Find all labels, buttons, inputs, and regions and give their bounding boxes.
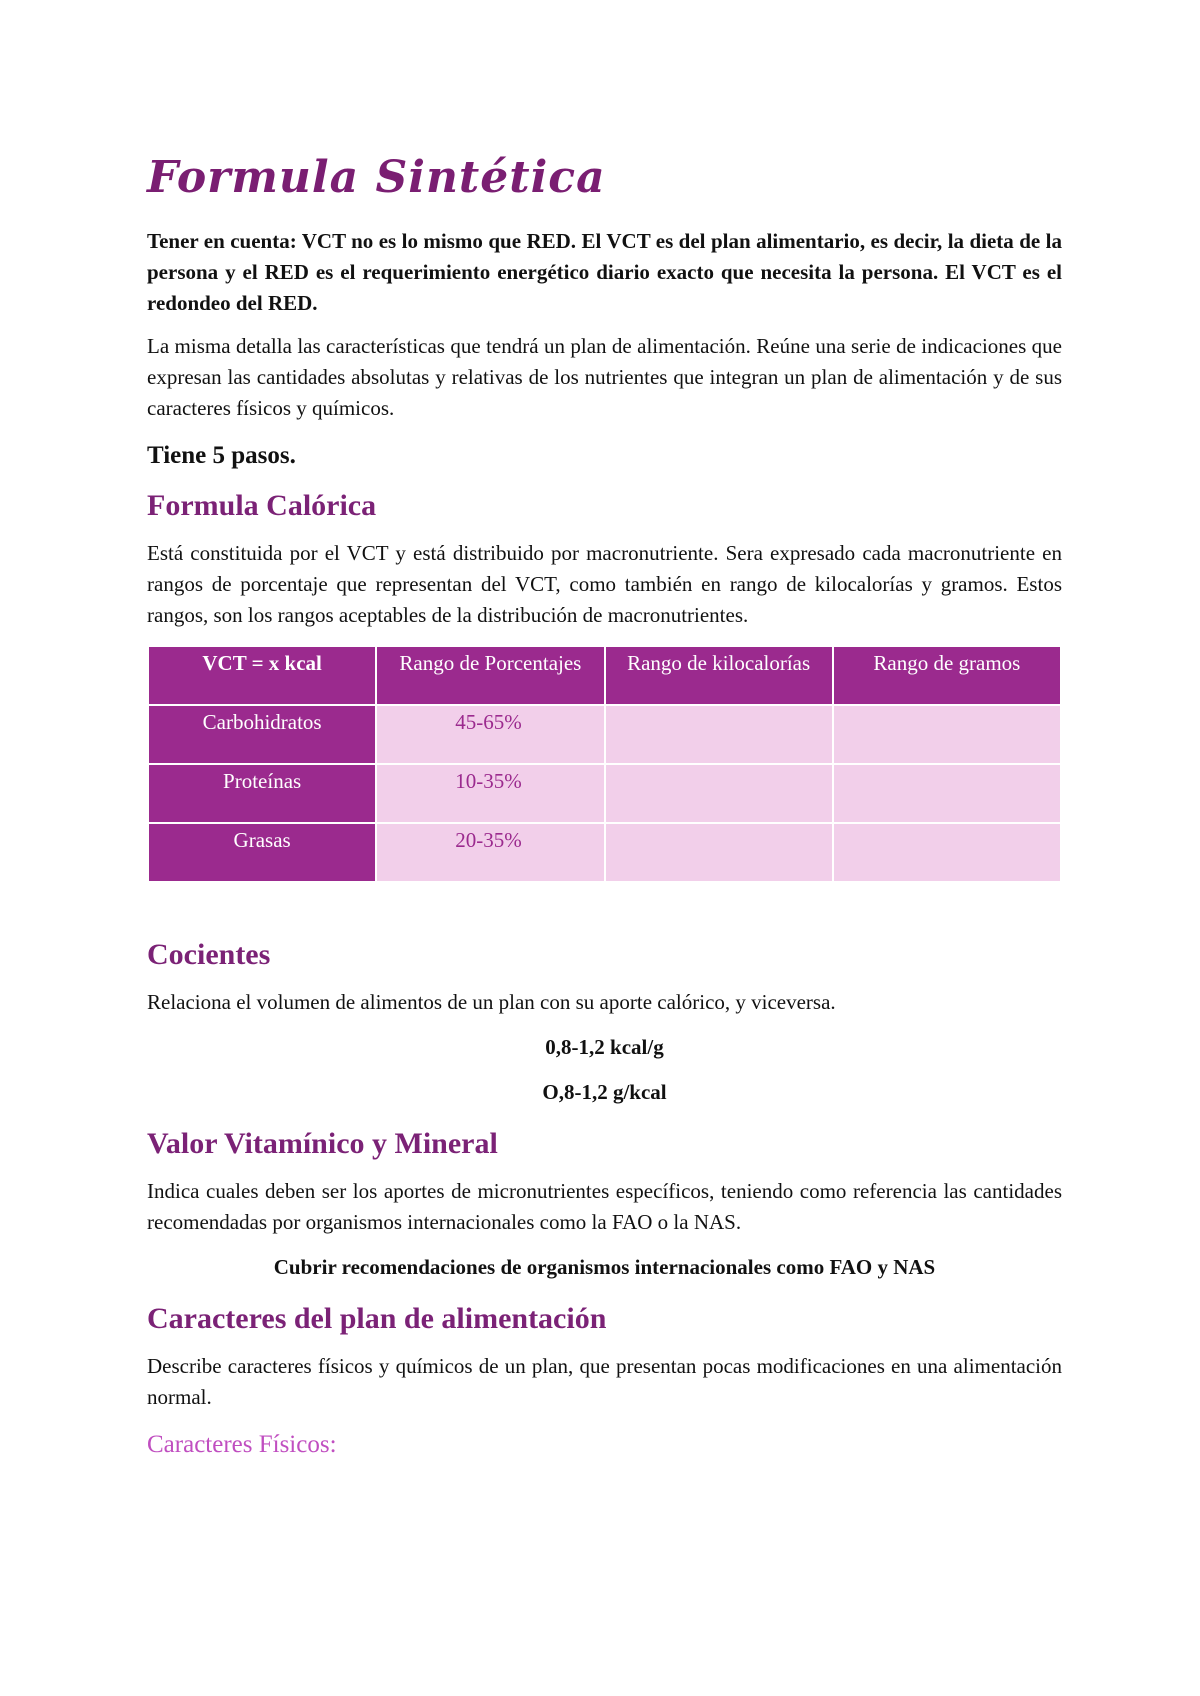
heading-cocientes: Cocientes	[147, 938, 271, 971]
quotients-paragraph: Relaciona el volumen de alimentos de un plan con su aporte calórico, y viceversa.	[147, 990, 836, 1014]
steps-label: Tiene 5 pasos.	[147, 442, 296, 469]
caloric-paragraph: Está constituida por el VCT y está distribuido por macronutriente. Sera expresado cada macronutriente en rangos de porcentaje que representan del VCT, como también en rango de kilocalorías y gramos. Estos rangos, son los rangos aceptables de la distribución de macronutrientes.	[147, 541, 1062, 627]
subheading-caracteres-fisicos: Caracteres Físicos:	[147, 1431, 337, 1458]
table-row	[148, 764, 1061, 823]
row-label-carbohidratos: Carbohidratos	[148, 705, 376, 764]
cell-kcal	[605, 705, 833, 764]
cell-grams	[833, 705, 1061, 764]
table-header-row	[148, 646, 1061, 705]
row-label-proteinas: Proteínas	[148, 764, 376, 823]
characters-paragraph: Describe caracteres físicos y químicos de un plan, que presentan pocas modificaciones en una alimentación normal.	[147, 1354, 1062, 1409]
cell-percent	[376, 823, 604, 882]
table-row	[148, 705, 1061, 764]
macronutrient-table	[147, 645, 1062, 883]
cell-kcal	[605, 823, 833, 882]
table-header-vct: VCT = x kcal	[148, 646, 376, 705]
cell-percent-value: 45-65%	[455, 710, 522, 734]
cell-kcal	[605, 764, 833, 823]
table-header-percent: Rango de Porcentajes	[376, 646, 604, 705]
note-paragraph: Tener en cuenta: VCT no es lo mismo que RED. El VCT es del plan alimentario, es decir, la dieta de la persona y el RED es el requerimiento energético diario exacto que necesita la persona. El VCT es el redondeo del RED.	[147, 229, 1062, 315]
vitamin-highlight: Cubrir recomendaciones de organismos internacionales como FAO y NAS	[273, 1255, 936, 1279]
formula-gram-per-kcal: O,8-1,2 g/kcal	[542, 1080, 667, 1104]
heading-caracteres-plan: Caracteres del plan de alimentación	[147, 1302, 607, 1335]
document-page	[147, 150, 1062, 1463]
table-header-grams: Rango de gramos	[833, 646, 1061, 705]
formula-kcal-per-gram: 0,8-1,2 kcal/g	[545, 1035, 664, 1059]
table-header-kcal: Rango de kilocalorías	[605, 646, 833, 705]
row-label-grasas: Grasas	[148, 823, 376, 882]
heading-formula-calorica: Formula Calórica	[147, 489, 377, 522]
intro-paragraph: La misma detalla las características que tendrá un plan de alimentación. Reúne una serie de indicaciones que expresan las cantidades absolutas y relativas de los nutrientes que integran un plan de alimentación y de sus caracteres físicos y químicos.	[147, 334, 1062, 420]
cell-percent	[376, 764, 604, 823]
heading-valor-vitaminico: Valor Vitamínico y Mineral	[147, 1127, 498, 1160]
document-title: Formula Sintética	[147, 152, 606, 203]
vitamin-paragraph: Indica cuales deben ser los aportes de micronutrientes específicos, teniendo como referencia las cantidades recomendadas por organismos internacionales como la FAO o la NAS.	[147, 1179, 1062, 1234]
table-row	[148, 823, 1061, 882]
cell-grams	[833, 823, 1061, 882]
cell-percent-value: 20-35%	[455, 828, 522, 852]
cell-percent-value: 10-35%	[455, 769, 522, 793]
cell-percent	[376, 705, 604, 764]
cell-grams	[833, 764, 1061, 823]
